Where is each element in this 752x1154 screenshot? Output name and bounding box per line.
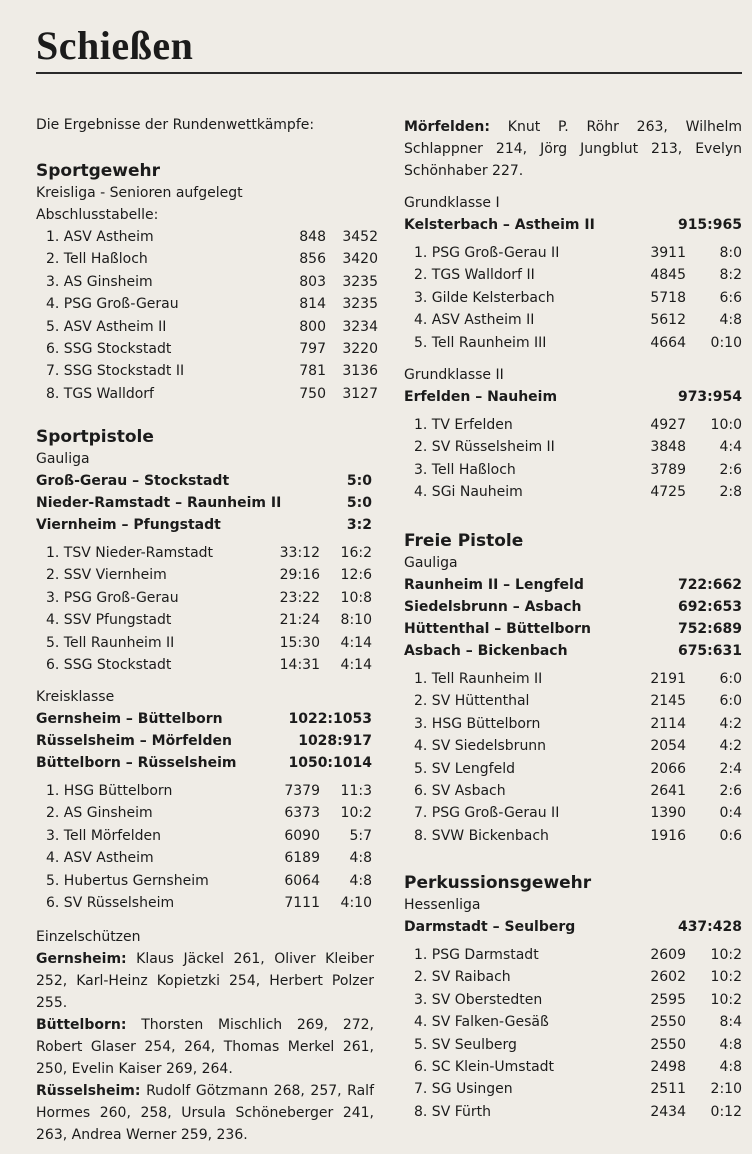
league-label: Kreisklasse [36,689,115,705]
section-einzelschuetzen [36,926,374,1146]
team-name: 4. SGi Nauheim [414,484,523,501]
points-value: 8:0 [719,245,742,261]
team-name: 4. PSG Groß-Gerau [46,296,179,313]
table-row [46,780,372,802]
section-title: Perkussionsgewehr [404,873,592,893]
table-row [46,632,372,654]
points-value: 6:0 [719,671,742,687]
team-name: 3. AS Ginsheim [46,273,153,290]
table-row [46,825,372,847]
standings-table [404,944,742,1123]
section-title: Freie Pistole [404,531,524,551]
score-value: 814 [299,296,326,313]
match-result [36,470,372,492]
points-value: 2:6 [719,461,742,478]
score-value: 3911 [650,245,686,261]
team-name: 2. Tell Haßloch [46,251,148,268]
team-name: 6. SV Asbach [414,783,506,800]
match-score: 915:965 [677,217,742,233]
table-row [46,870,372,892]
match-label: Asbach – Bickenbach [404,643,568,659]
team-name: 5. SV Lengfeld [414,760,515,777]
team-name: 6. SSG Stockstadt [46,341,172,358]
team-name: 1. Tell Raunheim II [414,671,543,687]
table-row [414,825,742,847]
section-title: Sportgewehr [36,161,161,181]
shooter-scores: Rudolf Götzmann 268, 257, Ralf Hormes 260, 258, Ursula Schöneberger 241, 263, Andrea Werner 259, 236. [36,1083,374,1143]
section-freiepistole [404,530,742,847]
score-value: 2145 [650,693,686,710]
table-row [414,1056,742,1078]
section-grundklasse1 [404,192,742,354]
team-name: 2. SSV Viernheim [46,567,167,584]
standings-table [36,226,378,405]
points-value: 10:2 [340,805,372,822]
match-label: Nieder-Ramstadt – Raunheim II [36,495,282,511]
table-row [46,802,372,824]
match-score: 692:653 [677,599,742,615]
points-value: 2:8 [719,484,742,501]
match-label: Erfelden – Nauheim [404,389,558,405]
table-row [414,287,742,309]
table-row [46,564,372,586]
team-name: 8. SV Fürth [414,1103,491,1120]
score-value: 2191 [650,671,686,687]
table-row [414,1078,742,1100]
points-value: 0:6 [719,827,742,844]
table-row [414,944,742,966]
points-value: 0:4 [719,805,742,822]
team-name: 1. PSG Groß-Gerau II [414,245,560,261]
score-value: 2434 [650,1103,686,1120]
table-row [414,780,742,802]
match-score: 752:689 [677,621,742,637]
team-name: 7. SG Usingen [414,1081,513,1098]
score-value: 21:24 [279,612,320,629]
score-value: 2550 [650,1036,686,1053]
score-value: 29:16 [279,567,320,584]
team-name: 6. SC Klein-Umstadt [414,1059,555,1076]
score-value: 803 [299,273,326,290]
points-value: 3234 [342,318,378,335]
score-value: 1916 [650,827,686,844]
standings-table [404,668,742,847]
points-value: 3220 [342,341,378,358]
table-row [414,802,742,824]
table-row [46,248,378,270]
standings-table [404,414,742,504]
points-value: 4:8 [349,872,372,889]
section-einzel-continued [404,116,742,182]
table-row [46,226,378,248]
score-value: 23:22 [279,589,320,606]
points-value: 3452 [342,229,378,245]
match-label: Hüttenthal – Büttelborn [404,621,592,637]
score-value: 750 [299,385,326,402]
team-name: 3. SV Oberstedten [414,991,543,1008]
points-value: 6:6 [719,289,742,306]
table-row [414,332,742,354]
score-value: 14:31 [279,657,320,674]
team-name: 5. Tell Raunheim II [46,634,175,651]
match-label: Gernsheim – Büttelborn [36,711,223,727]
table-row [414,436,742,458]
team-name: 3. PSG Groß-Gerau [46,589,179,606]
points-value: 4:14 [340,634,372,651]
section-kreisklasse [36,686,372,914]
table-row [414,481,742,503]
points-value: 3235 [342,296,378,313]
table-row [414,414,742,436]
points-value: 3136 [342,363,378,380]
score-value: 2550 [650,1014,686,1031]
team-name: 3. HSG Büttelborn [414,715,541,732]
match-label: Viernheim – Pfungstadt [36,517,221,533]
score-value: 2511 [650,1081,686,1098]
section-sportpistole [36,426,372,676]
score-value: 7111 [284,895,320,912]
table-row [414,690,742,712]
points-value: 4:2 [719,738,742,755]
match-score: 1050:1014 [288,755,372,771]
points-value: 12:6 [340,567,372,584]
score-value: 5718 [650,289,686,306]
table-row [46,542,372,564]
table-row [414,1011,742,1033]
points-value: 10:2 [710,969,742,986]
points-value: 3127 [342,385,378,402]
points-value: 4:10 [340,895,372,912]
shooter-scores: Knut P. Röhr 263, Wilhelm Schlappner 214, Jörg Jungblut 213, Evelyn Schönhaber 227. [404,119,742,179]
table-label: Abschlusstabelle: [36,207,159,223]
table-row [46,847,372,869]
team-name: 2. SV Hüttenthal [414,693,530,710]
score-value: 5612 [650,312,686,329]
points-value: 4:14 [340,657,372,674]
result-paragraph-moerfelden [404,116,742,182]
points-value: 4:4 [719,439,742,456]
team-name: 5. Tell Raunheim III [414,334,547,351]
score-value: 856 [299,251,326,268]
match-score: 3:2 [346,517,372,533]
points-value: 4:8 [349,850,372,867]
match-results [404,574,742,662]
club-label: Gernsheim: [36,951,127,967]
score-value: 2066 [650,760,686,777]
match-result [36,492,372,514]
points-value: 2:10 [710,1081,742,1098]
page-title: Schießen [36,23,194,68]
match-label: Groß-Gerau – Stockstadt [36,473,230,489]
bleed-through-text [420,10,424,28]
match-result [36,514,372,536]
score-value: 6090 [284,827,320,844]
match-score: 1022:1053 [288,711,372,727]
team-name: 5. SV Seulberg [414,1036,517,1053]
team-name: 5. ASV Astheim II [46,318,167,335]
match-score: 437:428 [677,919,742,935]
score-value: 6189 [284,850,320,867]
title-rule [36,72,742,74]
score-value: 4927 [650,417,686,433]
team-name: 4. SV Siedelsbrunn [414,738,547,755]
match-score: 5:0 [346,495,372,511]
team-name: 1. TSV Nieder-Ramstadt [46,545,214,561]
match-result [404,618,742,640]
score-value: 4725 [650,484,686,501]
match-result [404,574,742,596]
table-row [46,360,378,382]
league-label: Grundklasse I [404,195,500,211]
points-value: 0:12 [710,1103,742,1120]
match-result [404,640,742,662]
result-paragraph-buettelborn [36,1014,374,1080]
standings-table [404,242,742,354]
table-row [46,892,372,914]
match-score: 5:0 [346,473,372,489]
league-label: Hessenliga [404,897,481,913]
team-name: 7. PSG Groß-Gerau II [414,805,560,822]
table-row [46,316,378,338]
table-row [414,1101,742,1123]
table-row [414,1034,742,1056]
section-sportgewehr [36,160,378,405]
points-value: 4:8 [719,1036,742,1053]
shooter-scores: Klaus Jäckel 261, Oliver Kleiber 252, Karl-Heinz Kopietzki 254, Herbert Polzer 255. [36,951,374,1011]
table-row [46,654,372,676]
team-name: 8. SVW Bickenbach [414,827,549,844]
points-value: 3235 [342,273,378,290]
team-name: 2. SV Raibach [414,969,511,986]
match-results [36,470,372,536]
match-label: Kelsterbach – Astheim II [404,217,595,233]
match-label: Büttelborn – Rüsselsheim [36,755,237,771]
points-value: 8:2 [719,267,742,284]
section-title: Sportpistole [36,427,154,447]
league-label: Grundklasse II [404,367,504,383]
club-label: Büttelborn: [36,1017,127,1033]
score-value: 7379 [284,783,320,799]
match-result [404,596,742,618]
result-paragraph-ruesselsheim [36,1080,374,1146]
table-row [46,383,378,405]
table-row [46,609,372,631]
points-value: 11:3 [340,783,372,799]
section-subtitle: Einzelschützen [36,929,141,945]
score-value: 797 [299,341,326,358]
section-perkussionsgewehr [404,872,742,1123]
score-value: 2498 [650,1059,686,1076]
standings-table [36,542,372,676]
table-row [414,989,742,1011]
points-value: 4:8 [719,1059,742,1076]
result-paragraph-gernsheim [36,948,374,1014]
team-name: 2. AS Ginsheim [46,805,153,822]
team-name: 4. ASV Astheim II [414,312,535,329]
score-value: 4664 [650,334,686,351]
team-name: 1. TV Erfelden [414,417,513,433]
match-label: Darmstadt – Seulberg [404,919,576,935]
match-result [404,916,742,938]
score-value: 781 [299,363,326,380]
table-row [414,459,742,481]
section-grundklasse2 [404,364,742,504]
table-row [414,264,742,286]
score-value: 6373 [284,805,320,822]
club-label: Rüsselsheim: [36,1083,141,1099]
team-name: 1. PSG Darmstadt [414,947,539,963]
table-row [46,587,372,609]
standings-table [36,780,372,914]
points-value: 4:8 [719,312,742,329]
table-row [414,242,742,264]
league-label: Gauliga [404,555,458,571]
points-value: 8:4 [719,1014,742,1031]
points-value: 10:2 [710,947,742,963]
team-name: 8. TGS Walldorf [46,385,154,402]
match-label: Rüsselsheim – Mörfelden [36,733,232,749]
team-name: 7. SSG Stockstadt II [46,363,185,380]
score-value: 6064 [284,872,320,889]
points-value: 4:2 [719,715,742,732]
points-value: 16:2 [340,545,372,561]
table-row [414,309,742,331]
table-row [414,713,742,735]
team-name: 3. Gilde Kelsterbach [414,289,555,306]
points-value: 6:0 [719,693,742,710]
club-label: Mörfelden: [404,119,490,135]
league-label: Gauliga [36,451,90,467]
match-label: Raunheim II – Lengfeld [404,577,584,593]
score-value: 4845 [650,267,686,284]
match-label: Siedelsbrunn – Asbach [404,599,582,615]
score-value: 33:12 [279,545,320,561]
match-score: 722:662 [677,577,742,593]
table-row [414,758,742,780]
league-label: Kreisliga - Senioren aufgelegt [36,185,243,201]
match-result [36,752,372,774]
table-row [46,293,378,315]
score-value: 2595 [650,991,686,1008]
score-value: 2609 [650,947,686,963]
score-value: 2602 [650,969,686,986]
team-name: 1. HSG Büttelborn [46,783,173,799]
team-name: 4. SSV Pfungstadt [46,612,172,629]
table-row [414,668,742,690]
team-name: 1. ASV Astheim [46,229,154,245]
score-value: 3848 [650,439,686,456]
score-value: 2114 [650,715,686,732]
team-name: 5. Hubertus Gernsheim [46,872,209,889]
points-value: 8:10 [340,612,372,629]
score-value: 15:30 [279,634,320,651]
score-value: 2054 [650,738,686,755]
match-result [36,730,372,752]
team-name: 4. ASV Astheim [46,850,154,867]
match-score: 973:954 [677,389,742,405]
team-name: 6. SV Rüsselsheim [46,895,175,912]
team-name: 3. Tell Haßloch [414,461,516,478]
points-value: 3420 [342,251,378,268]
match-result [404,386,742,408]
points-value: 10:2 [710,991,742,1008]
match-results [36,708,372,774]
points-value: 2:6 [719,783,742,800]
table-row [414,735,742,757]
team-name: 4. SV Falken-Gesäß [414,1014,549,1031]
match-score: 675:631 [677,643,742,659]
points-value: 10:0 [710,417,742,433]
points-value: 2:4 [719,760,742,777]
table-row [414,966,742,988]
table-row [46,271,378,293]
score-value: 3789 [650,461,686,478]
score-value: 800 [299,318,326,335]
points-value: 5:7 [349,827,372,844]
team-name: 2. SV Rüsselsheim II [414,439,555,456]
table-row [46,338,378,360]
shooter-scores: Thorsten Mischlich 269, 272, Robert Glaser 254, 264, Thomas Merkel 261, 250, Evelin Kaiser 269, 264. [36,1017,374,1077]
score-value: 848 [299,229,326,245]
points-value: 0:10 [710,334,742,351]
team-name: 3. Tell Mörfelden [46,827,162,844]
score-value: 2641 [650,783,686,800]
match-score: 1028:917 [298,733,372,749]
team-name: 6. SSG Stockstadt [46,657,172,674]
match-result [36,708,372,730]
match-result [404,214,742,236]
score-value: 1390 [650,805,686,822]
points-value: 10:8 [340,589,372,606]
team-name: 2. TGS Walldorf II [414,267,535,284]
intro-text: Die Ergebnisse der Rundenwettkämpfe: [36,117,315,133]
